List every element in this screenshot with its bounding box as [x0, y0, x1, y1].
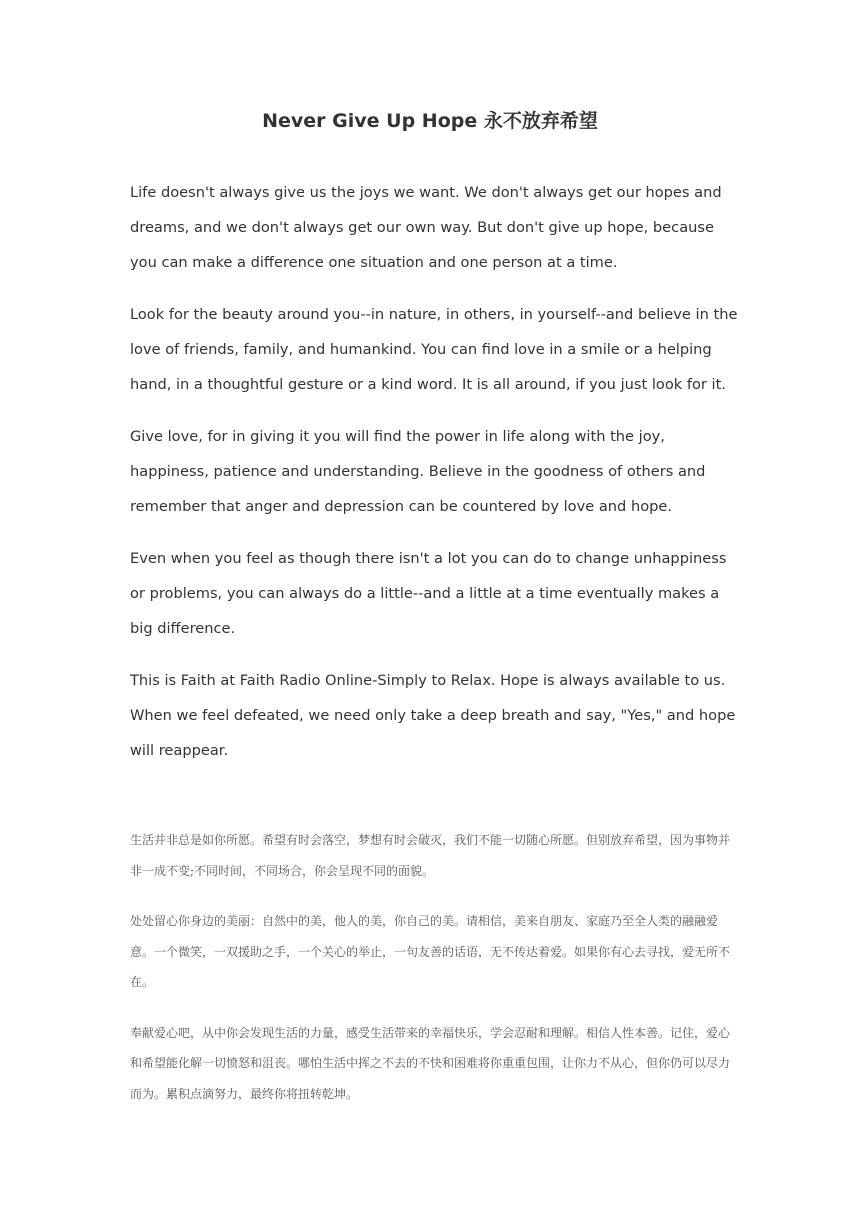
chinese-paragraph-2: 处处留心你身边的美丽：自然中的美，他人的美，你自己的美。请相信，美来自朋友、家庭乃至全人类的融融爱意。一个微笑，一双援助之手，一个关心的举止，一句友善的话语，无不传达着爱。如果你有心去寻找，爱无所不在。 [130, 914, 731, 989]
chinese-section [130, 825, 730, 1129]
document-title: Never Give Up Hope 永不放弃希望 [262, 110, 598, 132]
chinese-paragraph-3: 奉献爱心吧，从中你会发现生活的力量，感受生活带来的幸福快乐，学会忍耐和理解。相信人性本善。记住，爱心和希望能化解一切愤怒和沮丧。哪怕生活中挥之不去的不快和困难将你重重包围，让你力不从心，但你仍可以尽力而为。累积点滴努力，最终你将扭转乾坤。 [130, 1025, 731, 1101]
english-paragraph-3: Give love, for in giving it you will find the power in life along with the joy, happiness, patience and understanding. Believe in the goodness of others and remember that anger and depression can be countered by love and hope. [130, 428, 706, 515]
english-paragraph-4: Even when you feel as though there isn't a lot you can do to change unhappiness or problems, you can always do a little--and a little at a time eventually makes a big difference. [130, 550, 727, 637]
chinese-paragraph-1: 生活并非总是如你所愿。希望有时会落空，梦想有时会破灭，我们不能一切随心所愿。但别放弃希望，因为事物并非一成不变;不同时间，不同场合，你会呈现不同的面貌。 [130, 833, 731, 878]
english-paragraph-1: Life doesn't always give us the joys we want. We don't always get our hopes and dreams, and we don't always get our own way. But don't give up hope, because you can make a difference one situation and one person at a time. [130, 184, 722, 271]
english-paragraph-5: This is Faith at Faith Radio Online-Simply to Relax. Hope is always available to us. When we feel defeated, we need only take a deep breath and say, "Yes," and hope will reappear. [130, 672, 736, 759]
english-section [130, 175, 740, 785]
english-paragraph-2: Look for the beauty around you--in nature, in others, in yourself--and believe in the love of friends, family, and humankind. You can find love in a smile or a helping hand, in a thoughtful gesture or a kind word. It is all around, if you just look for it. [130, 306, 738, 393]
